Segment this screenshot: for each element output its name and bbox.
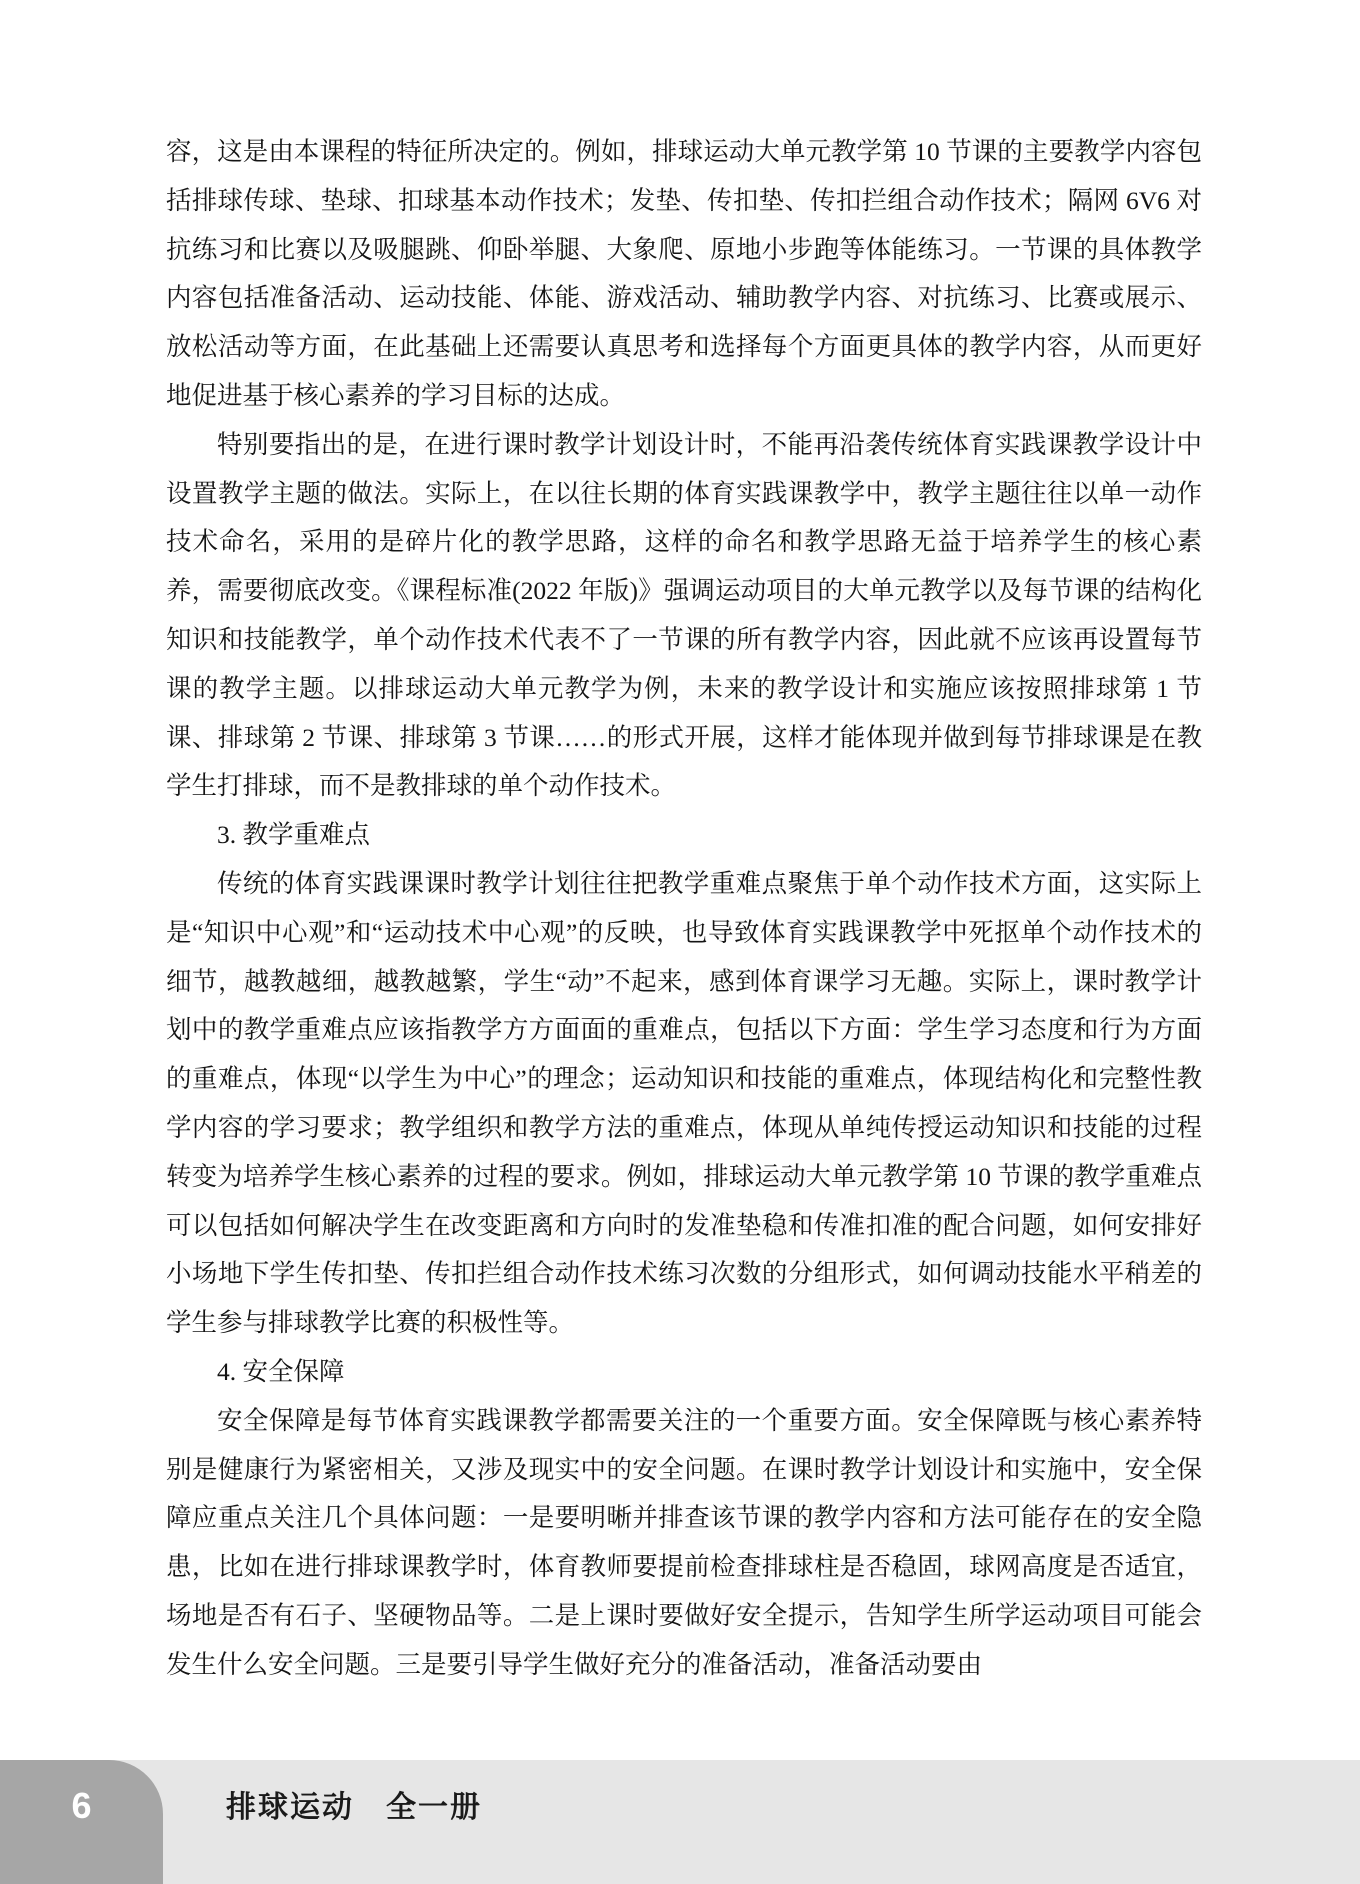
page-number: 6: [71, 1785, 92, 1826]
section-heading: 4. 安全保障: [217, 1356, 345, 1386]
paragraph: 特别要指出的是，在进行课时教学计划设计时，不能再沿袭传统体育实践课教学设计中设置教学主题的做法。实际上，在以往长期的体育实践课教学中，教学主题往往以单一动作技术命名，采用的是碎片化的教学思路，这样的命名和教学思路无益于培养学生的核心素养，需要彻底改变。《课程标准(2022 年版)》强调运动项目的大单元教学以及每节课的结构化知识和技能教学，单个动作技术代表不了一节课的所有教学内容，因此就不应该再设置每节课的教学主题。以排球运动大单元教学为例，未来的教学设计和实施应该按照排球第 1 节课、排球第 2 节课、排球第 3 节课……的形式开展，这样才能体现并做到每节排球课是在教学生打排球，而不是教排球的单个动作技术。: [166, 429, 1202, 801]
paragraph: 传统的体育实践课课时教学计划往往把教学重难点聚焦于单个动作技术方面，这实际上是“知识中心观”和“运动技术中心观”的反映，也导致体育实践课教学中死抠单个动作技术的细节，越教越细，越教越繁，学生“动”不起来，感到体育课学习无趣。实际上，课时教学计划中的教学重难点应该指教学方方面面的重难点，包括以下方面：学生学习态度和行为方面的重难点，体现“以学生为中心”的理念；运动知识和技能的重难点，体现结构化和完整性教学内容的学习要求；教学组织和教学方法的重难点，体现从单纯传授运动知识和技能的过程转变为培养学生核心素养的过程的要求。例如，排球运动大单元教学第 10 节课的教学重难点可以包括如何解决学生在改变距离和方向时的发准垫稳和传准扣准的配合问题，如何安排好小场地下学生传扣垫、传扣拦组合动作技术练习次数的分组形式，如何调动技能水平稍差的学生参与排球教学比赛的积极性等。: [166, 868, 1202, 1338]
paragraph: 安全保障是每节体育实践课教学都需要关注的一个重要方面。安全保障既与核心素养特别是健康行为紧密相关，又涉及现实中的安全问题。在课时教学计划设计和实施中，安全保障应重点关注几个具体问题：一是要明晰并排查该节课的教学内容和方法可能存在的安全隐患，比如在进行排球课教学时，体育教师要提前检查排球柱是否稳固，球网高度是否适宜，场地是否有石子、坚硬物品等。二是上课时要做好安全提示，告知学生所学运动项目可能会发生什么安全问题。三是要引导学生做好充分的准备活动，准备活动要由: [166, 1405, 1202, 1679]
footer-band: [0, 1760, 1360, 1884]
paragraph: 容，这是由本课程的特征所决定的。例如，排球运动大单元教学第 10 节课的主要教学内容包括排球传球、垫球、扣球基本动作技术；发垫、传扣垫、传扣拦组合动作技术；隔网 6V6 对抗练习和比赛以及吸腿跳、仰卧举腿、大象爬、原地小步跑等体能练习。一节课的具体教学内容包括准备活动、运动技能、体能、游戏活动、辅助教学内容、对抗练习、比赛或展示、放松活动等方面，在此基础上还需要认真思考和选择每个方面更具体的教学内容，从而更好地促进基于核心素养的学习目标的达成。: [166, 137, 1202, 410]
page-body-text: [166, 128, 1202, 1690]
section-heading: 3. 教学重难点: [217, 820, 371, 850]
footer-book-title: 排球运动 全一册: [226, 1791, 482, 1824]
